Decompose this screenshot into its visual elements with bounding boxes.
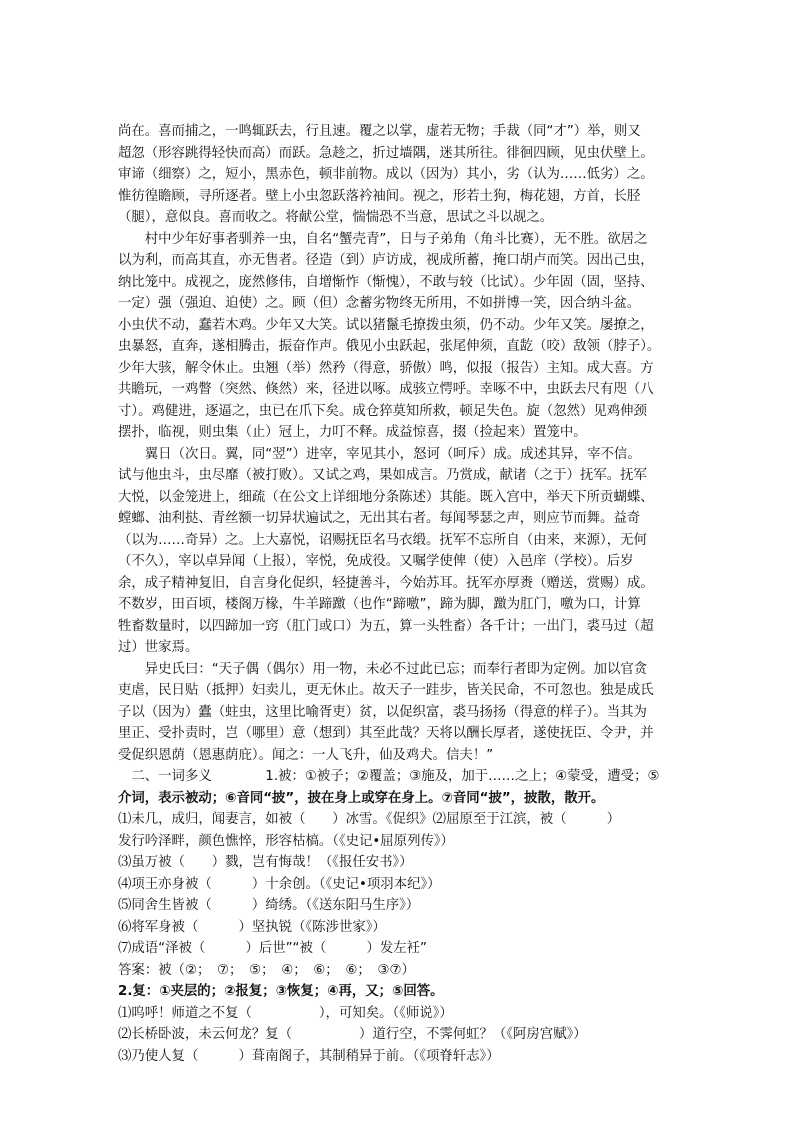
text-line: 答案：被（②； ⑦； ⑤； ④； ⑥； ⑥； ③⑦） [118, 962, 415, 978]
text-line: 虫暴怒，直奔，遂相腾击，振奋作声。俄见小虫跃起，张尾伸须，直龁（咬）敌领（脖子）。 [118, 339, 661, 354]
text-line: 村中少年好事者驯养一虫，自名“蟹壳青”，日与子弟角（角斗比赛），无不胜。欲居之 [118, 231, 648, 247]
text-line: 发行吟泽畔，颜色憔悴，形容枯槁。（《史记•屈原列传》） [118, 833, 454, 849]
text-line: 纳比笼中。成视之，庞然修伟，自增惭怍（惭愧），不敢与较（比试）。少年固（固，坚持、 [118, 274, 654, 290]
text-line: （以为……奇异）之。上大嘉悦，诏赐抚臣名马衣缎。抚军不忘所自（由来，来源），无何 [118, 532, 647, 548]
text-line: 牲畜数量时，以四蹄加一窍（肛门或口）为五，算一头牲畜）各千计；一出门，裘马过（超 [118, 618, 654, 634]
text-line: 审谛（细察）之，短小，黑赤色，顿非前物。成以（因为）其小，劣（认为……低劣）之。 [118, 167, 654, 182]
text-line: ⑹将军身被（ ）坚执锐（《陈涉世家》） [118, 919, 386, 935]
text-line: 余，成子精神复旧，自言身化促织，轻捷善斗，今始苏耳。抚军亦厚赉（赠送，赏赐）成。 [118, 575, 654, 591]
text-line: ⑸同舍生皆被（ ）绮绣。（《送东阳马生序》） [118, 898, 420, 913]
text-line: 小虫伏不动，蠢若木鸡。少年又大笑。试以猪鬣毛撩拨虫须，仍不动。少年又笑。屡撩之， [118, 317, 654, 333]
text-line: 二、一词多义 1.被：①被子；②覆盖；③施及，加于……之上；④蒙受，遭受；⑤ [118, 769, 660, 784]
text-line: 螳螂、油利挞、青丝额一切异状遍试之，无出其右者。每闻琴瑟之声，则应节而舞。益奇 [118, 511, 641, 526]
text-line: 共瞻玩，一鸡瞥（突然、倏然）来，径进以啄。成骇立愕呼。幸啄不中，虫跃去尺有咫（八 [118, 382, 654, 397]
text-line: ⑷项王亦身被（ ）十余创。（《史记•项羽本纪》） [118, 876, 441, 892]
text-line: （不久），宰以卓异闻（上报），宰悦，免成役。又嘱学使俾（使）入邑庠（学校）。后岁 [118, 554, 634, 569]
text-line: 大悦，以金笼进上，细疏（在公文上详细地分条陈述）其能。既入宫中，举天下所贡蝴蝶、 [118, 489, 654, 505]
text-line: 摆扑，临视，则虫集（止）冠上，力叮不释。成益惊喜，掇（捡起来）置笼中。 [118, 425, 587, 440]
text-line: 过）世家焉。 [118, 640, 199, 655]
text-line: 介词，表示被动；⑥音同“披”，披在身上或穿在身上。⑦音同“披”，披散，散开。 [118, 790, 605, 806]
text-line: 不数岁，田百顷，楼阁万椽，牛羊蹄躈（也作“蹄噭”，蹄为脚，躈为肛门，噭为口，计算 [118, 597, 641, 612]
text-line: 超忽（形容跳得轻快而高）而跃。急趁之，折过墙隅，迷其所往。徘徊四顾，见虫伏壁上。 [118, 145, 654, 161]
text-line: ⑴未几，成归，闻妻言，如被（ ）冰雪。《促织》⑵屈原至于江滨，被（ ） [118, 812, 621, 827]
text-line: 子以（因为）蠹（蛀虫，这里比喻胥吏）贫，以促织富，裘马扬扬（得意的样子）。当其为 [118, 704, 647, 720]
text-line: ⑶乃使人复（ ）葺南阁子，其制稍异于前。（《项脊轩志》） [118, 1048, 500, 1064]
text-line: ⑶虽万被（ ）戮，岂有悔哉！（《报任安书》） [118, 855, 413, 870]
text-line: 异史氏曰：“天子偶（偶尔）用一物，未必不过此已忘；而奉行者即为定例。加以官贪 [118, 661, 648, 677]
text-line: （腿），意似良。喜而收之。将献公堂，惴惴恐不当意，思试之斗以觇之。 [118, 210, 554, 225]
text-line: 少年大骇，解令休止。虫翘（举）然矜（得意，骄傲）鸣，似报（报告）主知。成大喜。方 [118, 360, 654, 376]
text-line: 受促织恩荫（恩惠荫庇）。闻之：一人飞升，仙及鸡犬。信夫！” [118, 747, 494, 763]
text-line: 2.复：①夹层的；②报复；③恢复；④再，又；⑤回答。 [118, 984, 444, 999]
text-line: 试与他虫斗，虫尽靡（被打败）。又试之鸡，果如成言。乃赏成，献诸（之于）抚军。抚军 [118, 468, 647, 483]
text-line: 翼日（次日。翼，同“翌”）进宰，宰见其小，怒诃（呵斥）成。成述其异，宰不信。 [118, 446, 641, 462]
document-body [118, 121, 678, 1067]
text-line: ⑴呜呼！师道之不复（ ），可知矣。（《师说》） [118, 1005, 453, 1021]
text-line: 惟彷徨瞻顾，寻所逐者。壁上小虫忽跃落衿袖间。视之，形若土狗，梅花翅，方首，长胫 [118, 188, 641, 204]
text-line: 尚在。喜而捕之，一鸣辄跃去，行且速。覆之以掌，虚若无物；手裁（同“才”）举，则又 [118, 124, 641, 139]
text-line: 吏虐，民日贴（抵押）妇卖儿，更无休止。故天子一跬步，皆关民命，不可忽也。独是成氏 [118, 683, 654, 698]
text-line: 一定）强（强迫、迫使）之。顾（但）念蓄劣物终无所用，不如拼博一笑，因合纳斗盆。 [118, 296, 641, 311]
text-line: 寸）。鸡健进，逐逼之，虫已在爪下矣。成仓猝莫知所救，顿足失色。旋（忽然）见鸡伸颈 [118, 403, 647, 419]
text-line: ⑵长桥卧波，未云何龙？复（ ）道行空，不霁何虹？（《阿房宫赋》） [118, 1027, 587, 1042]
text-line: ⑺成语“泽被（ ）后世”“被（ ）发左衽” [118, 941, 427, 956]
text-line: 以为利，而高其直，亦无售者。径造（到）庐访成，视成所蓄，掩口胡卢而笑。因出己虫， [118, 253, 654, 268]
text-line: 里正、受扑责时，岂（哪里）意（想到）其至此哉？天将以酬长厚者，遂使抚臣、令尹，并 [118, 726, 654, 741]
